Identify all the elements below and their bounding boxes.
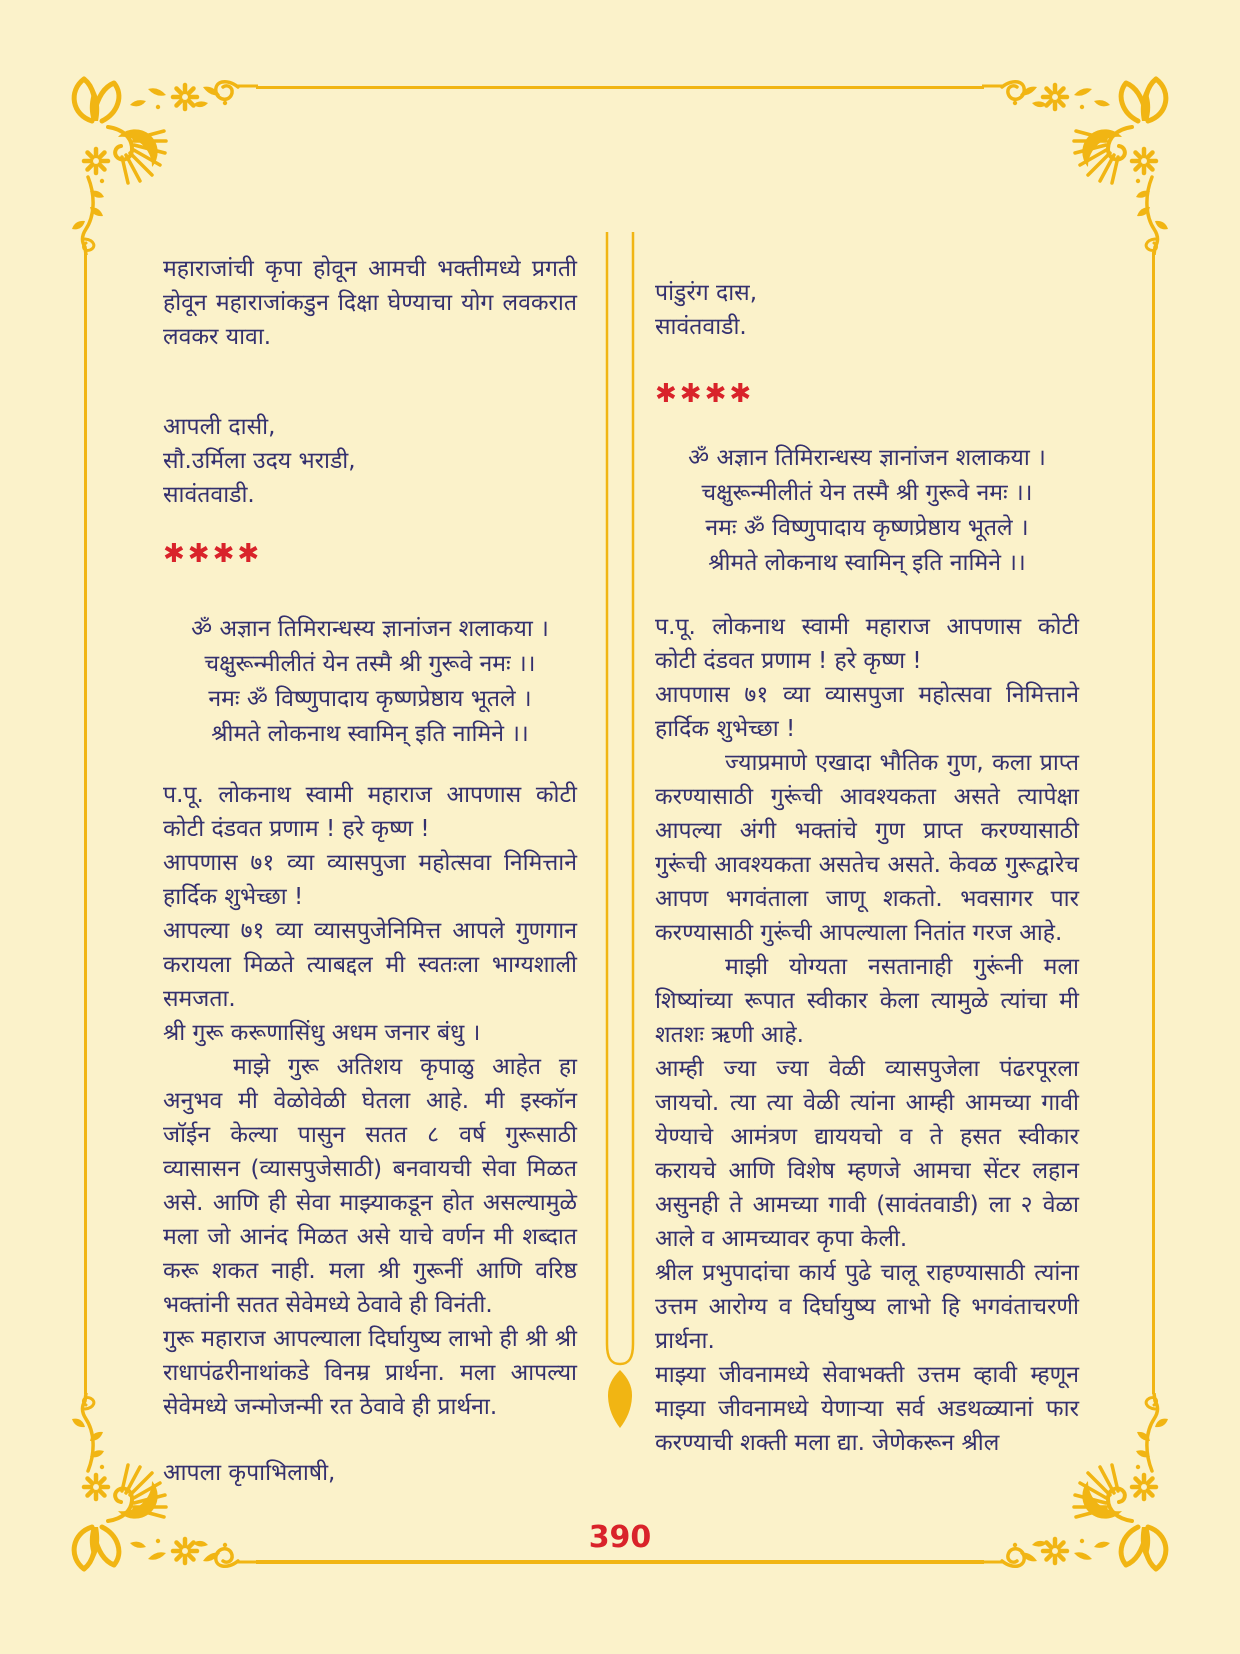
verse-line: चक्षुरून्मीलीतं येन तस्मै श्री गुरूवे नमः ।। xyxy=(204,651,536,677)
divider-double-line xyxy=(607,232,633,1364)
body-paragraph: श्रील प्रभुपादांचा कार्य पुढे चालू राहण्यासाठी त्यांना उत्तम आरोग्य व दिर्घायुष्य लाभो हि भगवंताचरणी प्रार्थना. xyxy=(655,1260,1079,1354)
body-paragraph: आपल्या ७१ व्या व्यासपुजेनिमित्त आपले गुणगान करायला मिळते त्याबद्दल मी स्वतःला भाग्यशाली समजता. xyxy=(163,918,577,1012)
separator-asterisks: ✱✱✱✱ xyxy=(655,379,755,409)
body-paragraph: प.पू. लोकनाथ स्वामी महाराज आपणास कोटी कोटी दंडवत प्रणाम ! हरे कृष्ण ! xyxy=(163,782,577,842)
verse-line: नमः ॐ विष्णुपादाय कृष्णप्रेष्ठाय भूतले । xyxy=(208,686,532,712)
right-invocation-verse xyxy=(655,441,1079,581)
verse-line: श्रीमते लोकनाथ स्वामिन् इति नामिने ।। xyxy=(211,721,529,747)
body-paragraph: माझी योग्यता नसतानाही गुरूंनी मला शिष्यांच्या रूपात स्वीकार केला त्यामुळे त्यांचा मी शतशः ऋणी आहे. xyxy=(655,954,1079,1048)
left-invocation-verse xyxy=(163,612,577,752)
body-paragraph: माझे गुरू अतिशय कृपाळु आहेत हा अनुभव मी वेळोवेळी घेतला आहे. मी इस्कॉन जॉईन केल्या पासुन सतत ८ वर्ष गुरूसाठी व्यासासन (व्यासपुजेसाठी) बनवायची सेवा मिळत असे. आणि ही सेवा माझ्याकडून होत असल्यामुळे मला जो आनंद मिळत असे याचे वर्णन मी शब्दात करू शकत नाही. मला श्री गुरूनीं आणि वरिष्ठ भक्तांनी सतत सेवेमध्ये ठेवावे ही विनंती. xyxy=(163,1054,577,1318)
body-paragraph: माझ्या जीवनामध्ये सेवाभक्ती उत्तम व्हावी म्हणून माझ्या जीवनामध्ये येणाऱ्या सर्व अडथळ्यानां फार करण्याची शक्ती मला द्या. जेणेकरून श्रील xyxy=(655,1362,1079,1456)
separator-asterisks: ✱✱✱✱ xyxy=(163,539,263,569)
signature-line: सावंतवाडी. xyxy=(655,314,747,340)
right-letter-body xyxy=(655,610,1079,1460)
verse-line: नमः ॐ विष्णुपादाय कृष्णप्रेष्ठाय भूतले । xyxy=(705,515,1029,541)
left-letter-body xyxy=(163,778,577,1424)
verse-line: श्रीमते लोकनाथ स्वामिन् इति नामिने ।। xyxy=(708,550,1026,576)
body-paragraph: ज्याप्रमाणे एखादा भौतिक गुण, कला प्राप्त करण्यासाठी गुरूंची आवश्यकता असते त्यापेक्षा आपल्या अंगी भक्तांचे गुण प्राप्त करण्यासाठी गुरूंची आवश्यकता असतेच असते. केवळ गुरूद्वारेच आपण भगवंताला जाणू शकतो. भवसागर पार करण्यासाठी गुरूंची आपल्याला नितांत गरज आहे. xyxy=(655,750,1079,946)
floral-corner-ornament-top-left xyxy=(68,75,258,255)
border-line-left xyxy=(84,252,87,1394)
body-paragraph: श्री गुरू करूणासिंधु अधम जनार बंधु । xyxy=(163,1020,481,1046)
left-intro-paragraph: महाराजांची कृपा होवून आमची भक्तीमध्ये प्रगती होवून महाराजांकडुन दिक्षा घेण्याचा योग लवकरात लवकर यावा. xyxy=(163,256,577,350)
signature-line: सावंतवाडी. xyxy=(163,482,255,508)
verse-line: चक्षुरून्मीलीतं येन तस्मै श्री गुरूवे नमः ।। xyxy=(701,480,1033,506)
border-line-right xyxy=(1152,252,1155,1394)
body-paragraph: आम्ही ज्या ज्या वेळी व्यासपुजेला पंढरपूरला जायचो. त्या त्या वेळी त्यांना आम्ही आमच्या गावी येण्याचे आमंत्रण द्याययचो व ते हसत स्वीकार करायचे आणि विशेष म्हणजे आमचा सेंटर लहान असुनही ते आमच्या गावी (सावंतवाडी) ला २ वेळा आले व आमच्यावर कृपा केली. xyxy=(655,1056,1079,1252)
floral-corner-ornament-top-right xyxy=(982,75,1172,255)
left-signature xyxy=(163,410,577,512)
divider-drop-icon xyxy=(608,1370,632,1428)
verse-line: ॐ अज्ञान तिमिरान्धस्य ज्ञानांजन शलाकया । xyxy=(688,445,1046,471)
page-number: 390 xyxy=(588,1520,652,1555)
body-paragraph: आपणास ७१ व्या व्यासपुजा महोत्सवा निमित्ताने हार्दिक शुभेच्छा ! xyxy=(163,850,577,910)
border-line-top xyxy=(256,86,984,89)
body-paragraph: गुरू महाराज आपल्याला दिर्घायुष्य लाभो ही श्री श्री राधापंढरीनाथांकडे विनम्र प्रार्थना. मला आपल्या सेवेमध्ये जन्मोजन्मी रत ठेवावे ही प्रार्थना. xyxy=(163,1326,577,1420)
signature-line: सौ.उर्मिला उदय भराडी, xyxy=(163,448,356,474)
right-signature xyxy=(655,276,1079,344)
border-line-bottom xyxy=(256,1560,984,1564)
signature-line: आपली दासी, xyxy=(163,414,276,440)
signature-line: पांडुरंग दास, xyxy=(655,280,758,306)
column-divider xyxy=(598,232,642,1452)
verse-line: ॐ अज्ञान तिमिरान्धस्य ज्ञानांजन शलाकया । xyxy=(191,616,549,642)
body-paragraph: आपणास ७१ व्या व्यासपुजा महोत्सवा निमित्ताने हार्दिक शुभेच्छा ! xyxy=(655,682,1079,742)
body-paragraph: प.पू. लोकनाथ स्वामी महाराज आपणास कोटी कोटी दंडवत प्रणाम ! हरे कृष्ण ! xyxy=(655,614,1079,674)
left-closing-line: आपला कृपाभिलाषी, xyxy=(163,1460,336,1486)
